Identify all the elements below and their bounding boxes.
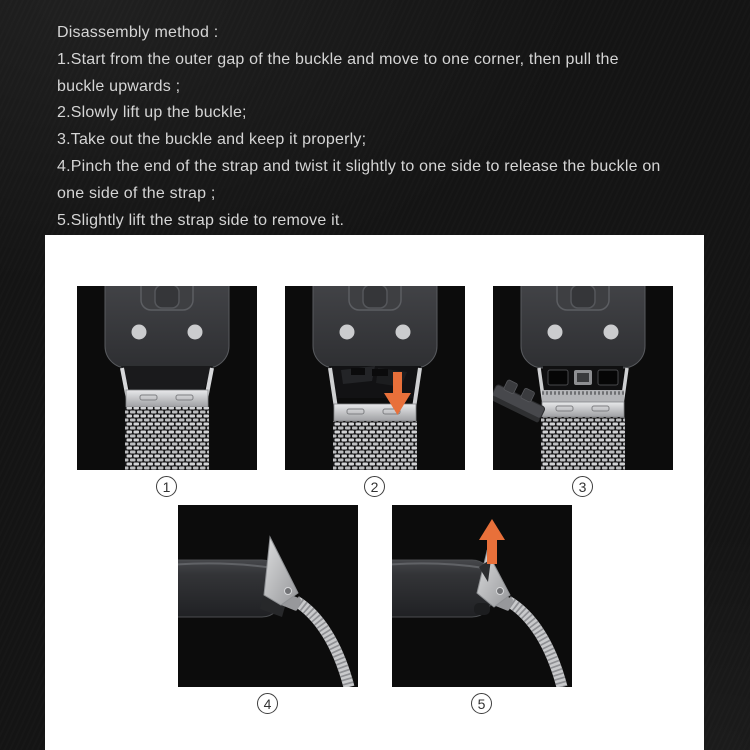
photo-watch-back-buckle-removed xyxy=(493,286,673,470)
mesh-strap xyxy=(333,421,417,470)
instruction-line: 3.Take out the buckle and keep it properly; xyxy=(57,131,367,149)
figure-4 xyxy=(178,505,358,715)
instruction-line: 4.Pinch the end of the strap and twist it slightly to one side to release the buckle on xyxy=(57,157,661,175)
figure-1 xyxy=(77,286,257,498)
charging-contact xyxy=(187,325,202,340)
photo-watch-side-strap-lifted xyxy=(392,505,572,687)
instructions-title: Disassembly method : xyxy=(57,24,219,41)
instruction-line: one side of the strap ; xyxy=(57,184,216,202)
figure-number-1: 1 xyxy=(156,476,177,497)
figure-3 xyxy=(493,286,673,498)
instruction-line: buckle upwards ; xyxy=(57,77,181,95)
instruction-line: 2.Slowly lift up the buckle; xyxy=(57,104,247,122)
mesh-strap xyxy=(541,417,625,470)
charging-contact xyxy=(131,325,146,340)
photo-watch-back-buckle-pressed xyxy=(285,286,465,470)
connector-slots xyxy=(548,370,618,385)
figure-row-top xyxy=(45,235,704,498)
figures-panel xyxy=(45,235,704,750)
figure-number-5: 5 xyxy=(471,693,492,714)
figure-number-2: 2 xyxy=(364,476,385,497)
figure-row-bottom xyxy=(45,505,704,715)
figure-2 xyxy=(285,286,465,498)
instructions-block xyxy=(57,20,661,234)
mesh-strap xyxy=(125,407,209,470)
figure-number-3: 3 xyxy=(572,476,593,497)
photo-watch-back-strap-attached xyxy=(77,286,257,470)
instruction-line: 5.Slightly lift the strap side to remove it. xyxy=(57,211,345,229)
instruction-line: 1.Start from the outer gap of the buckle and move to one corner, then pull the xyxy=(57,50,619,68)
figure-number-4: 4 xyxy=(257,693,278,714)
photo-watch-side-strap-twisted xyxy=(178,505,358,687)
figure-5 xyxy=(392,505,572,715)
